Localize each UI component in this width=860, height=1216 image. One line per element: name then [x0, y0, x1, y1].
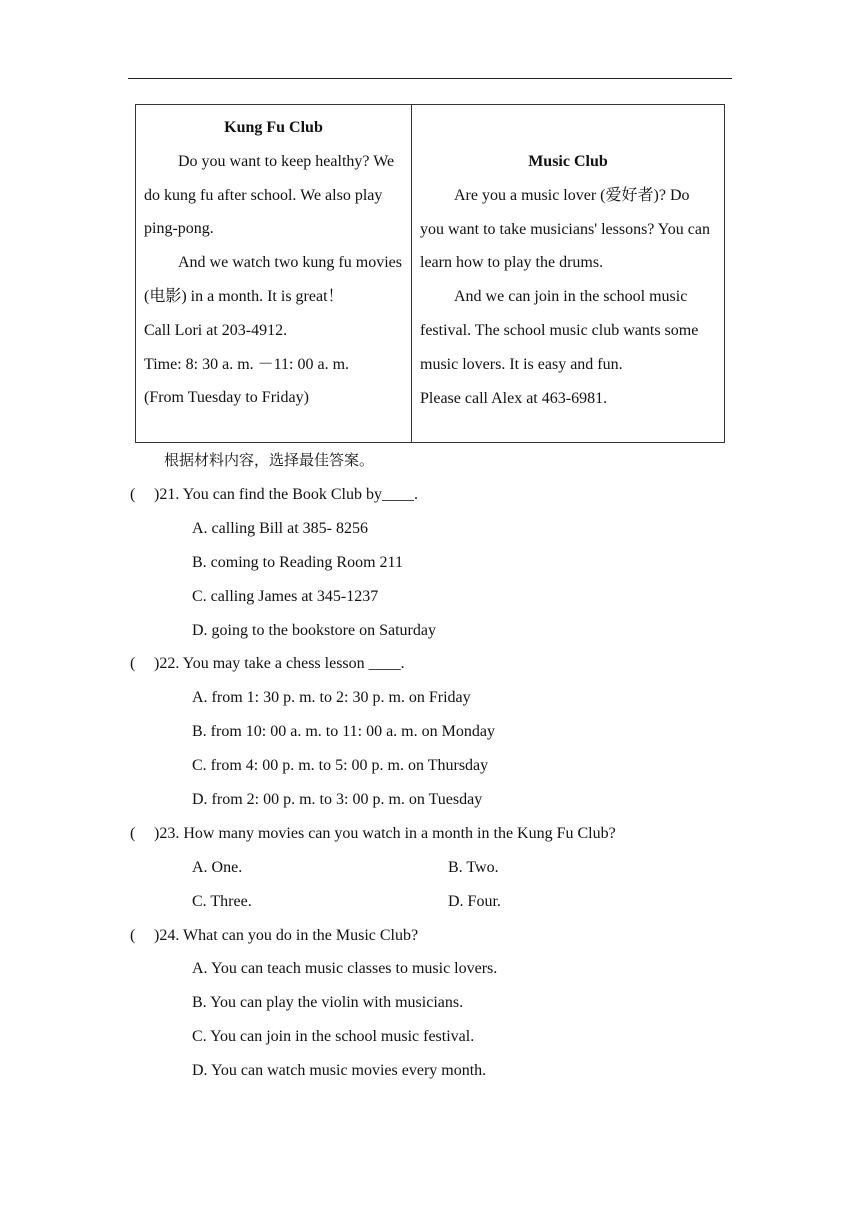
- option-c: C. calling James at 345-1237: [192, 587, 379, 605]
- answer-blank: (: [130, 486, 136, 503]
- option-row: [130, 885, 730, 919]
- kungfu-club-title: Kung Fu Club: [224, 119, 323, 136]
- kungfu-club-days: (From Tuesday to Friday): [144, 389, 309, 407]
- option-row: [130, 851, 730, 885]
- option-c: C. Three.: [192, 892, 252, 910]
- question-stem: )24. What can you do in the Music Club?: [154, 926, 419, 944]
- kungfu-club-time: Time: 8: 30 a. m. －11: 00 a. m.: [144, 355, 350, 373]
- question-23: [130, 817, 730, 851]
- question-22: [130, 647, 730, 681]
- option-d: D. You can watch music movies every month.: [192, 1062, 487, 1080]
- music-club-title: Music Club: [528, 153, 608, 170]
- clubs-table: [135, 104, 725, 443]
- kungfu-club-cell: [136, 105, 412, 442]
- option-b: B. Two.: [448, 858, 499, 876]
- question-21: [130, 478, 730, 512]
- option-a: A. One.: [192, 858, 243, 876]
- answer-blank: (: [130, 824, 136, 842]
- music-club-contact: Please call Alex at 463-6981.: [420, 389, 608, 407]
- question-stem: )21. You can find the Book Club by____.: [154, 486, 418, 503]
- question-stem: )23. How many movies can you watch in a month in the Kung Fu Club?: [154, 824, 616, 842]
- option-c: C. You can join in the school music festival.: [192, 1028, 475, 1046]
- music-club-cell: [412, 105, 724, 442]
- option-d: D. going to the bookstore on Saturday: [192, 621, 436, 639]
- option-a: A. calling Bill at 385- 8256: [192, 519, 368, 537]
- option-a: A. from 1: 30 p. m. to 2: 30 p. m. on Friday: [192, 689, 471, 707]
- option-b: B. coming to Reading Room 211: [192, 553, 403, 571]
- option-b: B. from 10: 00 a. m. to 11: 00 a. m. on Monday: [192, 723, 495, 741]
- kungfu-club-paragraph-1: Do you want to keep healthy? We do kung fu after school. We also play ping-pong.: [144, 152, 395, 238]
- kungfu-club-contact: Call Lori at 203-4912.: [144, 321, 288, 339]
- question-list: [130, 478, 730, 1088]
- question-stem: )22. You may take a chess lesson ____.: [154, 655, 405, 673]
- music-club-paragraph-2: And we can join in the school music festival. The school music club wants some music lovers. It is easy and fun.: [420, 288, 699, 373]
- header-rule: [128, 78, 732, 79]
- option-c: C. from 4: 00 p. m. to 5: 00 p. m. on Thursday: [192, 757, 489, 775]
- question-24: [130, 919, 730, 953]
- answer-blank: (: [130, 926, 136, 944]
- answer-blank: (: [130, 655, 136, 673]
- option-a: A. You can teach music classes to music lovers.: [192, 960, 498, 978]
- option-d: D. Four.: [448, 892, 501, 910]
- kungfu-club-paragraph-2: And we watch two kung fu movies (电影) in a month. It is great！: [144, 254, 402, 305]
- instruction-text: 根据材料内容，选择最佳答案。: [164, 451, 375, 469]
- music-club-paragraph-1: Are you a music lover (爱好者)? Do you want to take musicians' lessons? You can learn how to play the drums.: [420, 186, 710, 272]
- option-b: B. You can play the violin with musicians.: [192, 994, 464, 1012]
- option-d: D. from 2: 00 p. m. to 3: 00 p. m. on Tuesday: [192, 791, 483, 809]
